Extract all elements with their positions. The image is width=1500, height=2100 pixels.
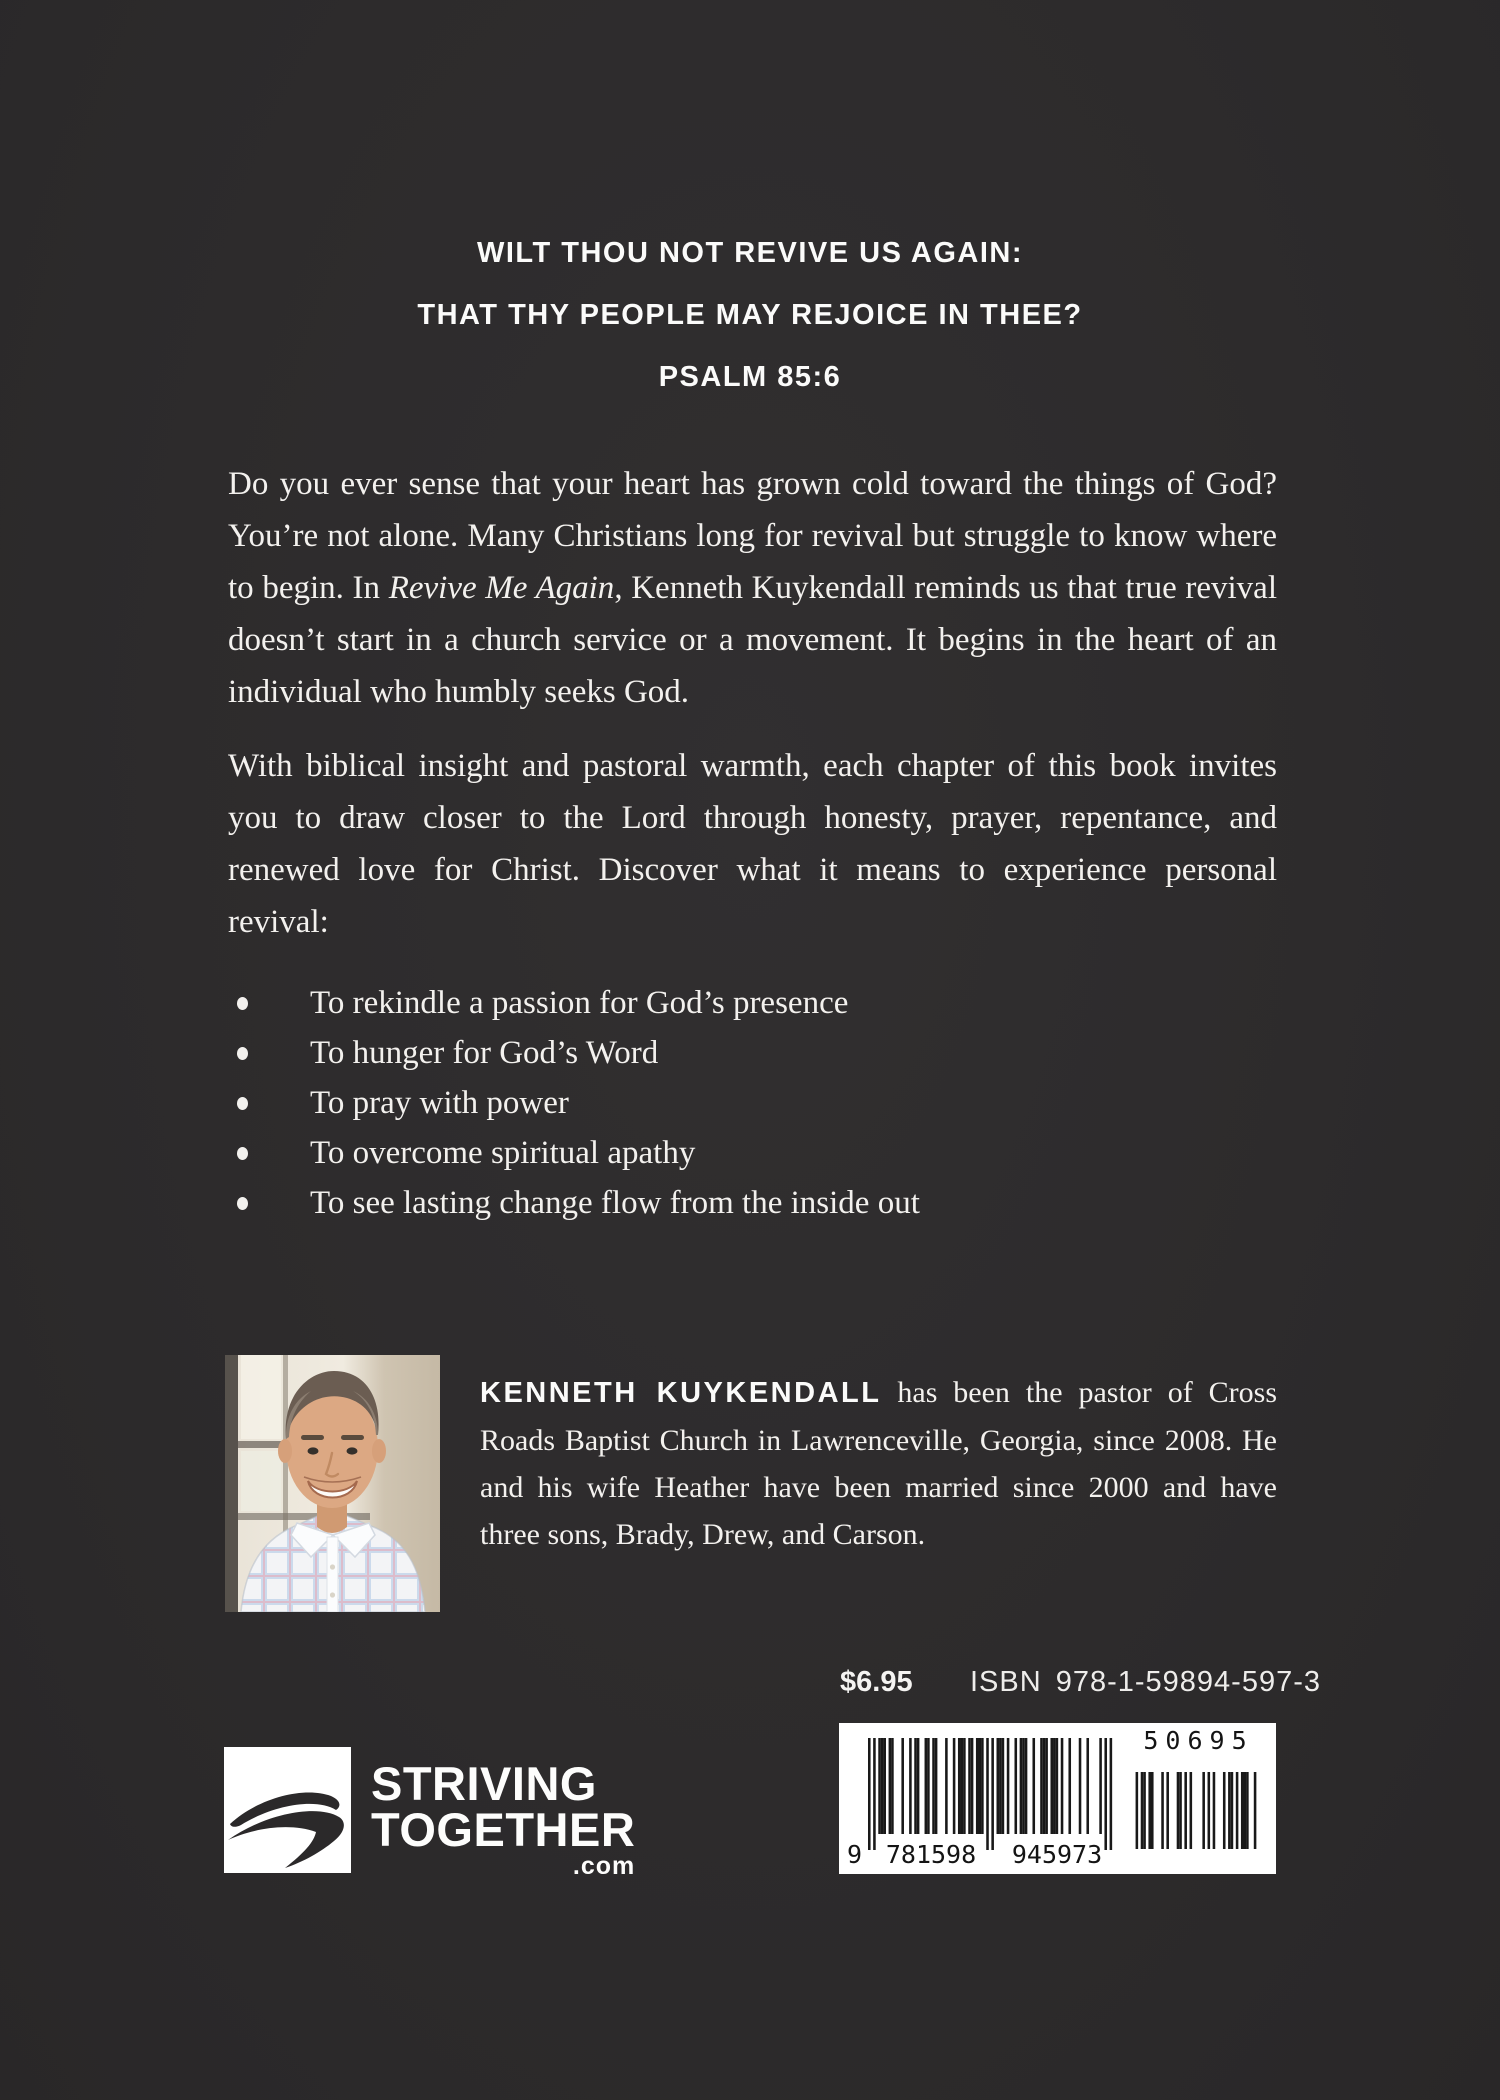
price-label: $6.95 xyxy=(840,1666,913,1698)
synopsis-p1-text: Do you ever sense that your heart has grown cold toward the things of God? You’re not alone. Many Christians long for revival but struggle to know where to begin. In xyxy=(228,466,1277,606)
author-bio-section xyxy=(225,1355,1277,1615)
author-bio-body: has been the pastor of Cross Roads Baptist Church in Lawrenceville, Georgia, since 2008. He and his wife Heather have been married since 2000 and have three sons, Brady, Drew, and Carson. xyxy=(480,1376,1277,1551)
synopsis-paragraph-2: With biblical insight and pastoral warmth, each chapter of this book invites you to draw closer to the Lord through honesty, prayer, repentance, and renewed love for Christ. Discover what it means to experience personal revival: xyxy=(228,748,1277,940)
book-title-italic: Revive Me Again xyxy=(388,570,615,606)
publisher-name-line-2: TOGETHER xyxy=(371,1803,636,1856)
list-item-text: To pray with power xyxy=(310,1085,569,1121)
bullet-icon xyxy=(237,1097,248,1110)
isbn-label: ISBN xyxy=(970,1666,1042,1698)
barcode-left-digits: 781598 xyxy=(885,1840,977,1869)
synopsis xyxy=(228,458,1277,1228)
author-photo-illustration xyxy=(225,1355,440,1612)
publisher-name-line-1: STRIVING xyxy=(371,1757,597,1810)
barcode-right-digits: 945973 xyxy=(1011,1840,1103,1869)
bullet-icon xyxy=(237,1047,248,1060)
author-photo xyxy=(225,1355,440,1612)
bullet-icon xyxy=(237,997,248,1010)
publisher-domain: .com xyxy=(572,1852,636,1880)
isbn-line xyxy=(970,1666,1321,1699)
publisher-name xyxy=(371,1757,636,1880)
list-item-text: To overcome spiritual apathy xyxy=(310,1135,696,1171)
bullet-icon xyxy=(237,1147,248,1160)
publisher-logo-mark xyxy=(224,1747,351,1873)
list-item xyxy=(228,1078,1277,1128)
swoosh-icon xyxy=(224,1747,351,1873)
author-bio-text xyxy=(480,1369,1277,1558)
barcode xyxy=(839,1723,1276,1874)
scripture-reference: PSALM 85:6 xyxy=(658,361,842,393)
synopsis-p1-text-after: , Kenneth Kuykendall reminds us that true revival doesn’t start in a church service or a movement. It begins in the heart of an individual who humbly seeks God. xyxy=(228,570,1277,710)
list-item xyxy=(228,978,1277,1028)
list-item-text: To rekindle a passion for God’s presence xyxy=(310,985,849,1021)
list-item-text: To hunger for God’s Word xyxy=(310,1035,659,1071)
synopsis-paragraph-1 xyxy=(228,458,1277,718)
isbn-number: 978-1-59894-597-3 xyxy=(1055,1666,1321,1698)
revival-benefits-list xyxy=(228,978,1277,1228)
scripture-quote xyxy=(0,222,1500,408)
barcode-supplement-digits: 50695 xyxy=(1143,1726,1254,1755)
list-item xyxy=(228,1178,1277,1228)
author-name: KENNETH KUYKENDALL xyxy=(480,1377,882,1409)
list-item xyxy=(228,1028,1277,1078)
bullet-icon xyxy=(237,1197,248,1210)
scripture-line-1: WILT THOU NOT REVIVE US AGAIN: xyxy=(476,237,1024,269)
list-item xyxy=(228,1128,1277,1178)
scripture-line-2: THAT THY PEOPLE MAY REJOICE IN THEE? xyxy=(417,299,1083,331)
barcode-lead-digit: 9 xyxy=(847,1840,863,1869)
list-item-text: To see lasting change flow from the inside out xyxy=(310,1185,920,1221)
